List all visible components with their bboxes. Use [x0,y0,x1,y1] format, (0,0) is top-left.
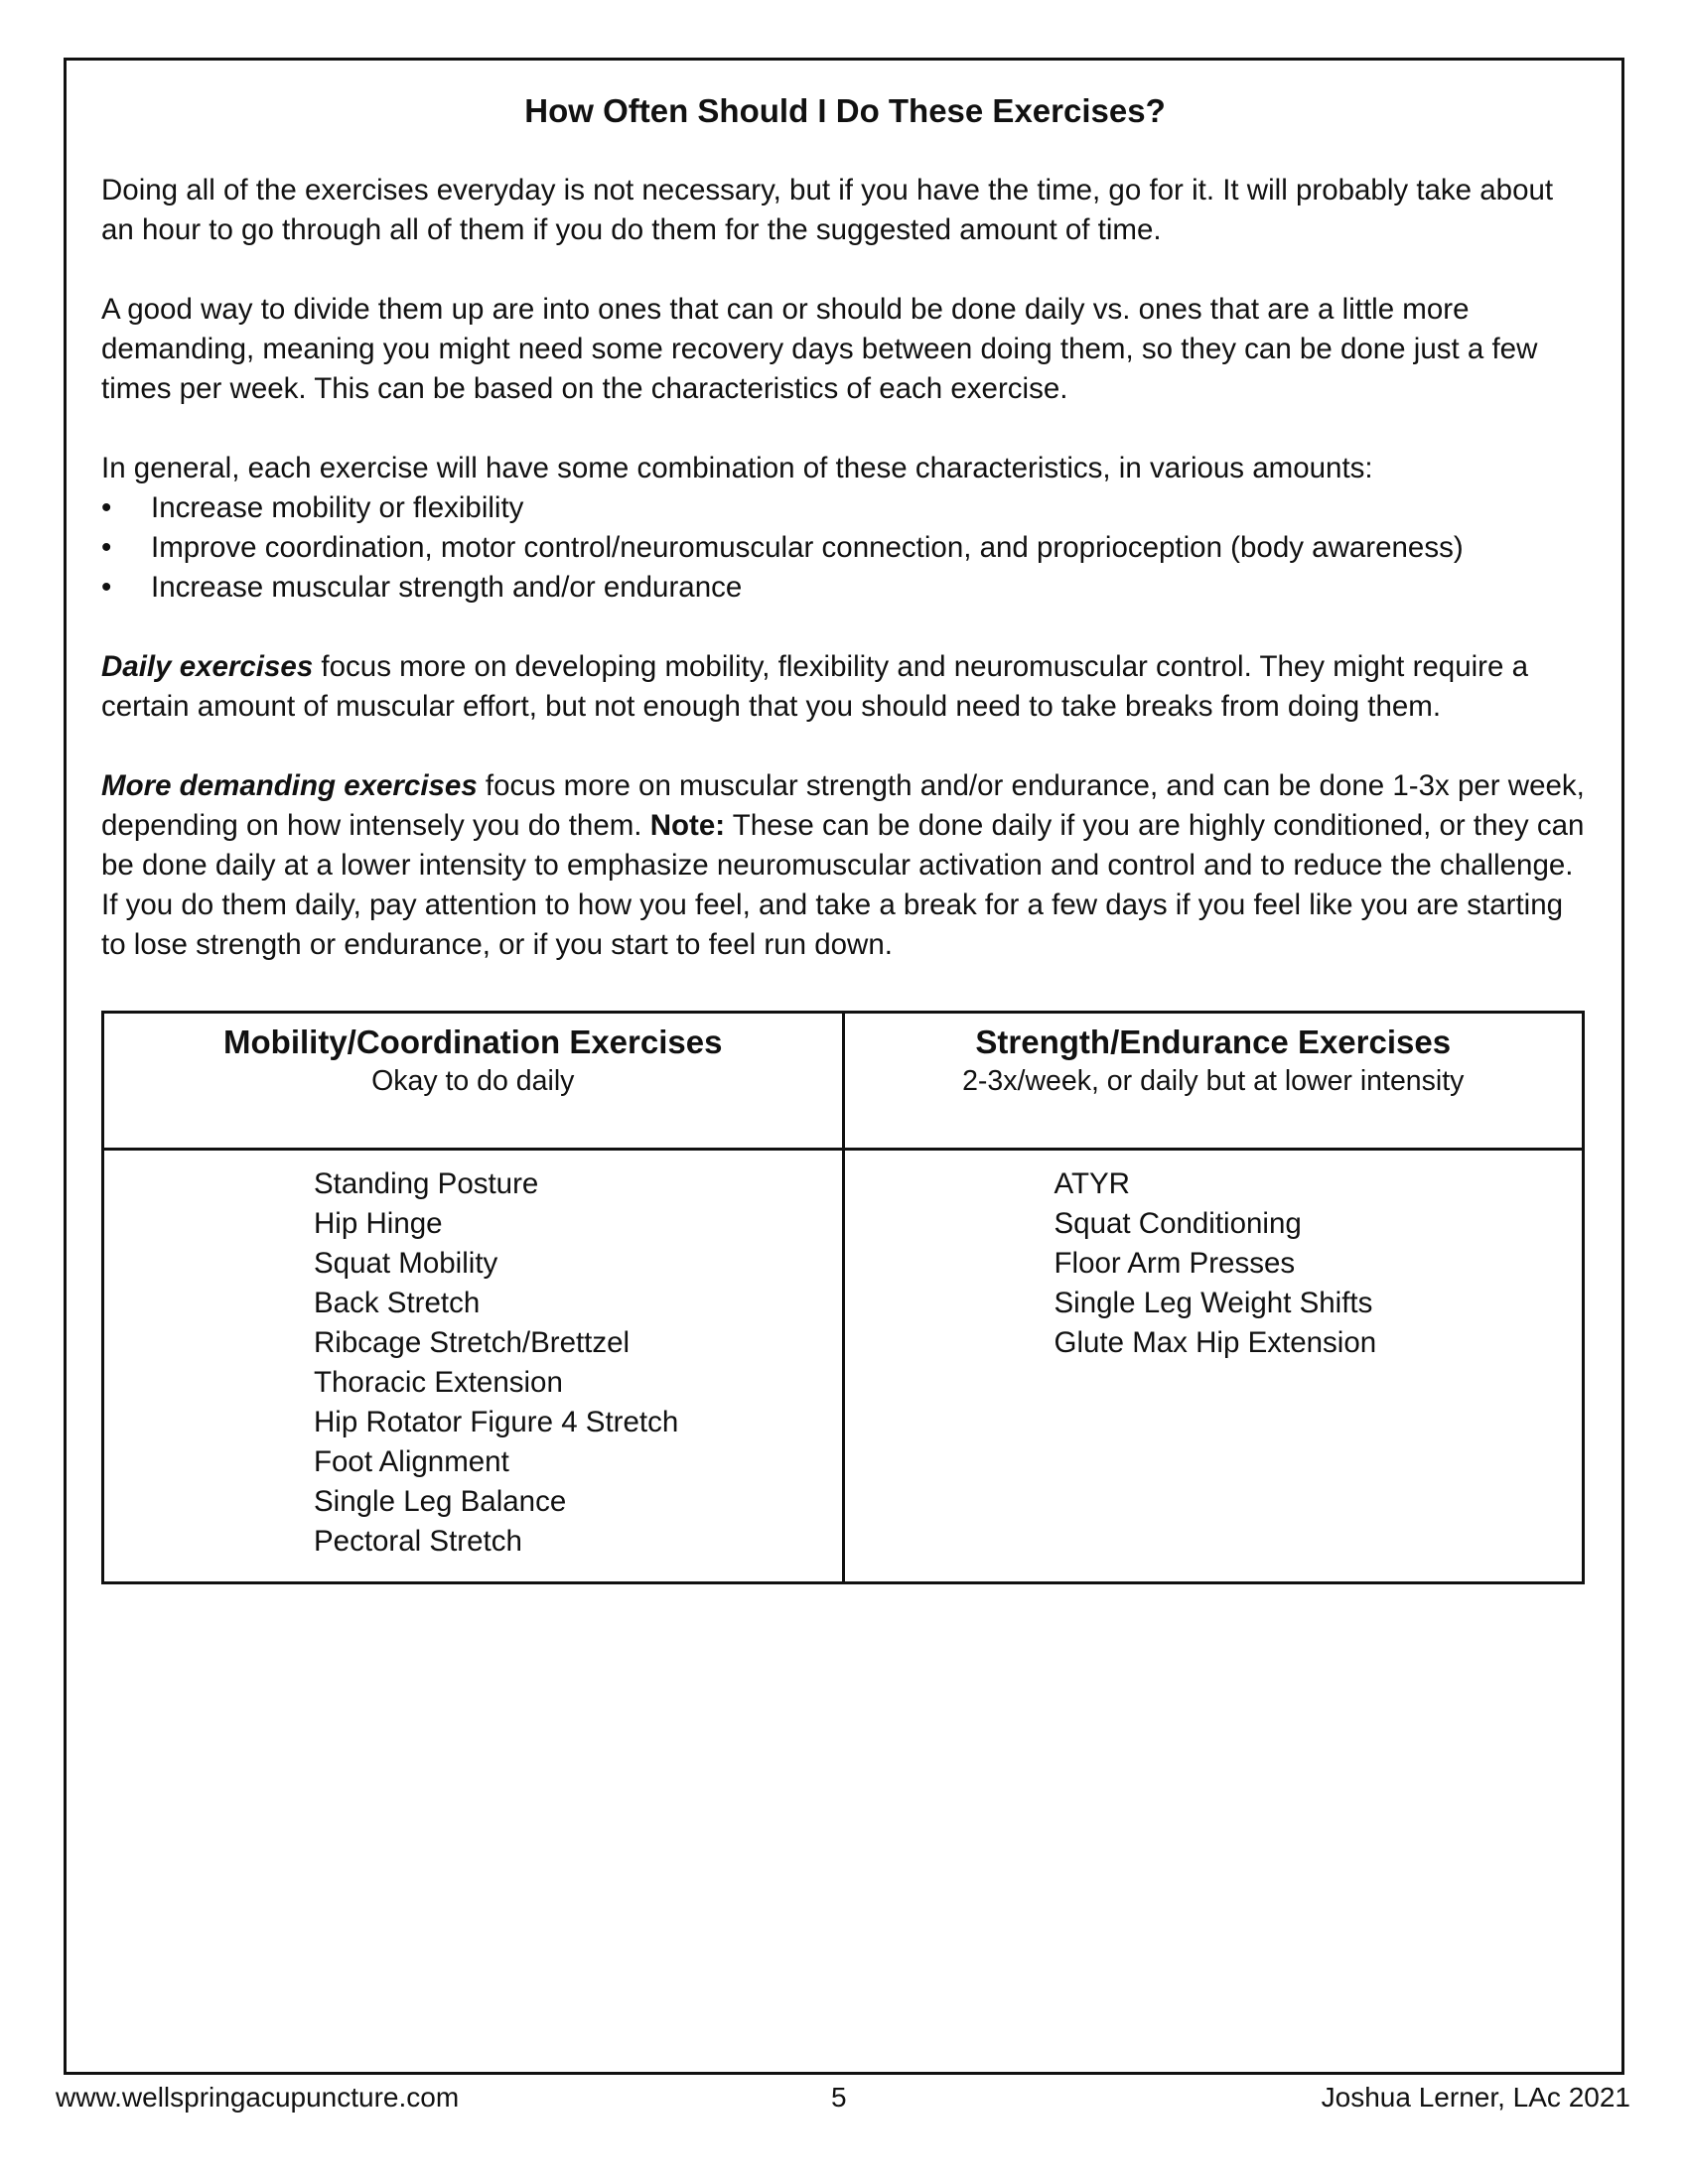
strength-column-header [843,1013,1584,1150]
mobility-column-title: Mobility/Coordination Exercises [223,1024,723,1060]
list-item: Hip Rotator Figure 4 Stretch [314,1406,679,1438]
list-item: Standing Posture [314,1167,539,1200]
list-item: Back Stretch [314,1287,481,1319]
characteristics-list [101,488,1589,608]
list-item: Squat Conditioning [1054,1207,1302,1240]
strength-column-subtitle: 2-3x/week, or daily but at lower intensity [962,1065,1465,1097]
list-item: Squat Mobility [314,1247,498,1280]
list-item: • Increase muscular strength and/or endurance [101,568,1589,608]
list-item: Thoracic Extension [314,1366,563,1399]
mobility-exercises-cell [103,1150,844,1583]
list-item: Floor Arm Presses [1054,1247,1296,1280]
main-content [101,91,1589,1005]
list-item: Single Leg Weight Shifts [1054,1287,1373,1319]
list-item: • Improve coordination, motor control/neuromuscular connection, and proprioception (body awareness) [101,528,1589,568]
list-item: Glute Max Hip Extension [1054,1326,1377,1359]
mobility-column-subtitle: Okay to do daily [371,1065,575,1097]
mobility-exercise-list [105,1164,841,1562]
demanding-exercises-label: More demanding exercises [101,769,478,802]
list-item: Pectoral Stretch [314,1525,522,1558]
list-item: Single Leg Balance [314,1485,567,1518]
footer-author: Joshua Lerner, LAc 2021 [1321,2082,1630,2113]
page-title: How Often Should I Do These Exercises? [524,92,1166,129]
demanding-exercises-paragraph [101,766,1589,965]
table-row [103,1150,1584,1583]
exercise-table [101,1011,1585,1584]
daily-exercises-text: focus more on developing mobility, flexibility and neuromuscular control. They might require a certain amount of muscular effort, but not enough that you should need to take breaks from doing them. [101,650,1528,723]
list-item: • Increase mobility or flexibility [101,488,1589,528]
list-item: Ribcage Stretch/Brettzel [314,1326,631,1359]
daily-exercises-paragraph [101,647,1589,727]
division-paragraph: A good way to divide them up are into ones that can or should be done daily vs. ones that are a little more demanding, meaning you might need some recovery days between doing them, so they can be done just a few times per week. This can be based on the characteristics of each exercise. [101,293,1538,405]
page-number: 5 [831,2082,847,2113]
characteristics-intro: In general, each exercise will have some combination of these characteristics, in various amounts: [101,452,1373,484]
page-footer [56,2078,1630,2117]
daily-exercises-label: Daily exercises [101,650,314,683]
strength-column-title: Strength/Endurance Exercises [975,1024,1452,1060]
note-label: Note: [649,809,726,842]
demanding-exercises-text: focus more on muscular strength and/or endurance, and can be done 1-3x per week, depending on how intensely you do them. [101,769,1585,842]
list-item: ATYR [1054,1167,1130,1200]
list-item: Hip Hinge [314,1207,443,1240]
list-item: Foot Alignment [314,1445,509,1478]
mobility-column-header [103,1013,844,1150]
intro-paragraph: Doing all of the exercises everyday is not necessary, but if you have the time, go for it. It will probably take about an hour to go through all of them if you do them for the suggested amount of time. [101,174,1554,246]
table-header-row [103,1013,1584,1150]
note-text: These can be done daily if you are highly conditioned, or they can be done daily at a lower intensity to emphasize neuromuscular activation and control and to reduce the challenge. If you do them daily, pay attention to how you feel, and take a break for a few days if you feel like you are starting to lose strength or endurance, or if you start to feel run down. [101,809,1585,961]
strength-exercises-cell [843,1150,1584,1583]
strength-exercise-list [846,1164,1582,1363]
footer-website: www.wellspringacupuncture.com [56,2082,460,2113]
